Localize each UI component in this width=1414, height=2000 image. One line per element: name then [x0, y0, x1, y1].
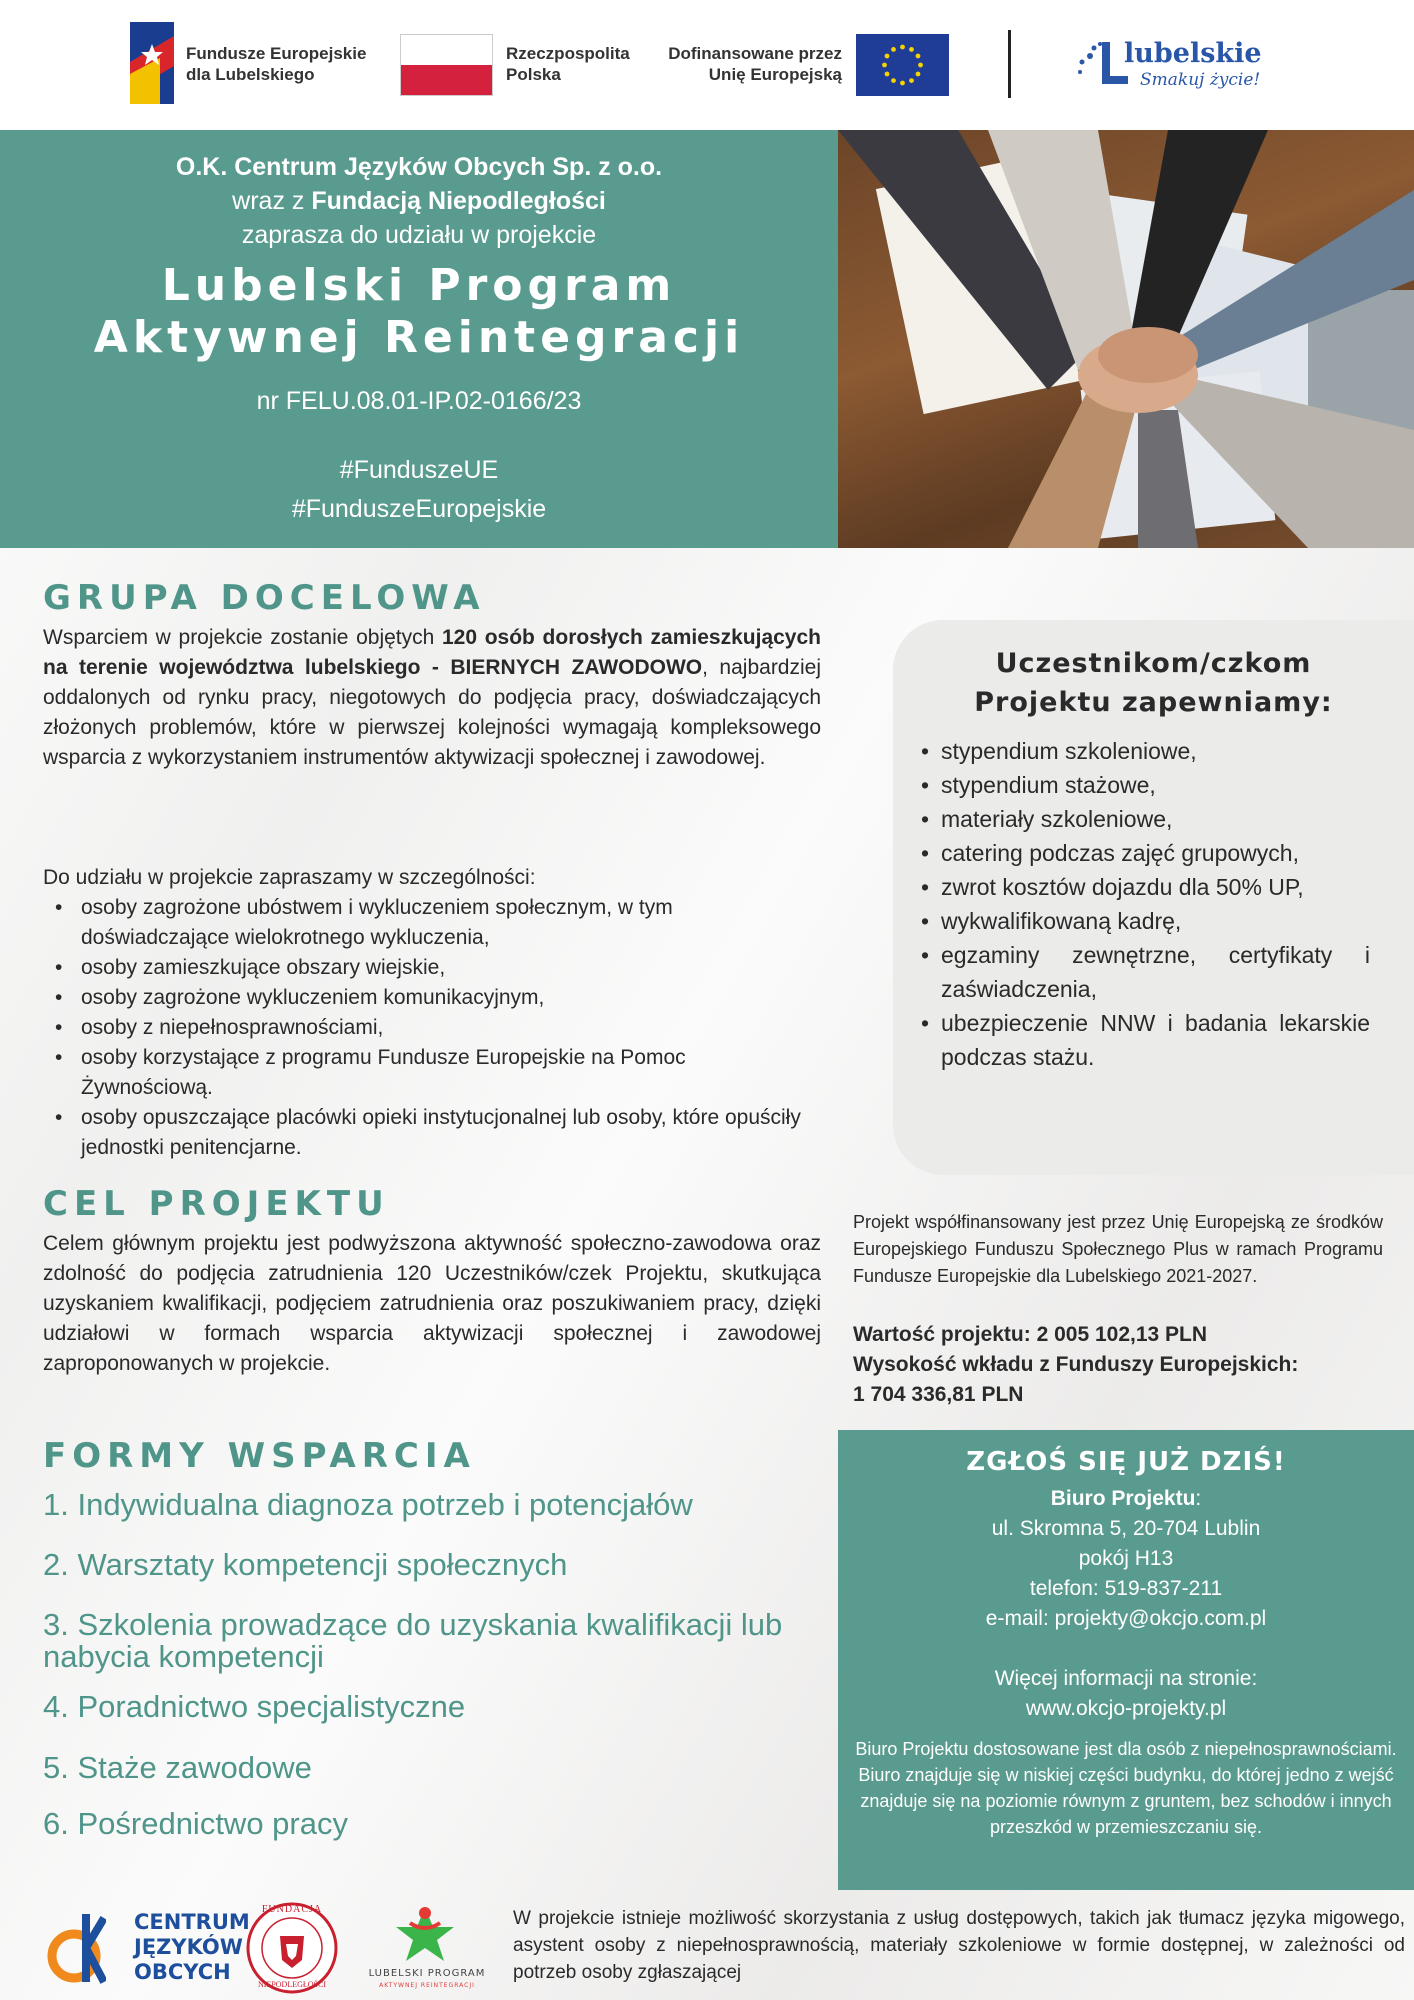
header-partner: [0, 184, 838, 218]
form-item-1: 1. Indywidualna diagnoza potrzeb i potencjałów: [43, 1487, 693, 1522]
eu-logo-line2: Unię Europejską: [708, 65, 842, 84]
lubelskie-logo-slogan: Smakuj życie!: [1140, 70, 1261, 90]
header-banner: [0, 130, 838, 548]
header-project-number: nr FELU.08.01-IP.02-0166/23: [256, 387, 582, 415]
list-item: • materiały szkoleniowe,: [893, 802, 1414, 836]
goal-text: Celem głównym projektu jest podwyższona aktywność społeczno-zawodowa oraz zdolność do podjęcia zatrudnienia 120 Uczestników/czek Projektu, skutkująca uzyskaniem kwalifikacji, podjęciem zatrudnienia oraz poszukiwaniem pracy, dzięki udziałowi w formach wsparcia aktywizacji społecznej i zawodowej zaproponowanych w projekcie.: [43, 1232, 821, 1375]
lubelskie-logo-icon: [1072, 36, 1132, 92]
more-info-label: Więcej informacji na stronie:: [994, 1667, 1258, 1690]
list-item: • osoby opuszczające placówki opieki instytucjonalnej lub osoby, które opuściły jednostki penitencjarne.: [43, 1103, 821, 1163]
list-item: • osoby korzystające z programu Fundusze Europejskie na Pomoc Żywnościową.: [43, 1043, 821, 1103]
header-title-line2: Aktywnej Reintegracji: [93, 312, 745, 363]
office-label: [838, 1484, 1414, 1514]
fe-logo-line1: Fundusze Europejskie: [186, 44, 367, 63]
list-item: • osoby zagrożone ubóstwem i wykluczeniem społecznym, w tym doświadczające wielokrotnego wykluczenia,: [43, 893, 821, 953]
program-logo-icon: [390, 1903, 460, 1965]
office-email[interactable]: e-mail: projekty@okcjo.com.pl: [985, 1607, 1267, 1630]
logo-bar: [0, 0, 1414, 130]
foundation-logo-icon: [244, 1900, 340, 1996]
forms-heading: FORMY WSPARCIA: [43, 1436, 476, 1476]
list-item: • osoby z niepełnosprawnościami,: [43, 1013, 821, 1043]
eu-logo-line1: Dofinansowane przez: [668, 44, 842, 63]
contact-panel: [838, 1430, 1414, 1890]
list-item: • stypendium stażowe,: [893, 768, 1414, 802]
target-group-text-a: Wsparciem w projekcie zostanie objętych: [43, 626, 435, 649]
cjo-logo-line1: CENTRUM: [134, 1910, 250, 1934]
form-item-3: 3. Szkolenia prowadzące do uzyskania kwalifikacji lub nabycia kompetencji: [43, 1607, 783, 1674]
cjo-logo-icon: [46, 1904, 106, 1984]
form-item-4: 4. Poradnictwo specjalistyczne: [43, 1689, 466, 1724]
foundation-logo-top: FUNDACJA: [261, 1904, 323, 1915]
cta-heading: ZGŁOŚ SIĘ JUŻ DZIŚ!: [966, 1447, 1286, 1477]
fe-logo-line2: dla Lubelskiego: [186, 65, 315, 84]
form-item-6: 6. Pośrednictwo pracy: [43, 1806, 348, 1841]
form-item-5: 5. Staże zawodowe: [43, 1750, 312, 1785]
header-partner-name: Fundacją Niepodległości: [311, 187, 606, 215]
target-group-list: [43, 893, 821, 1163]
list-item: • zwrot kosztów dojazdu dla 50% UP,: [893, 870, 1414, 904]
accessibility-note: Biuro Projektu dostosowane jest dla osób z niepełnosprawnościami. Biuro znajduje się w niskiej części budynku, do której jedno z wejść znajduje się na poziomie równym z gruntem, bez schodów i innych przeszkód w przemieszczaniu się.: [855, 1739, 1397, 1837]
accessibility-services-note: W projekcie istnieje możliwość skorzystania z usług dostępowych, takich jak tłumacz języka migowego, asystent osoby z niepełnosprawnością, materiały szkoleniowe w formie dostępnej, w zależności od potrzeb osoby zgłaszającej: [513, 1908, 1405, 1983]
benefits-title-2: Projektu zapewniamy:: [974, 687, 1333, 718]
foundation-logo-bottom: NIEPODLEGŁOŚCI: [258, 1980, 326, 1989]
logo-divider: [1008, 30, 1011, 98]
goal-heading: CEL PROJEKTU: [43, 1184, 390, 1224]
list-item: • wykwalifikowaną kadrę,: [893, 904, 1414, 938]
list-item: • ubezpieczenie NNW i badania lekarskie podczas stażu.: [893, 1006, 1414, 1074]
website-link[interactable]: www.okcjo-projekty.pl: [1025, 1697, 1227, 1720]
eu-contribution-label: Wysokość wkładu z Funduszy Europejskich:: [853, 1353, 1299, 1376]
cjo-logo-line2: JĘZYKÓW: [134, 1935, 243, 1959]
cjo-logo-line3: OBCYCH: [134, 1960, 231, 1984]
benefits-list: [893, 734, 1414, 1074]
project-value: Wartość projektu: 2 005 102,13 PLN: [853, 1323, 1208, 1346]
office-address: ul. Skromna 5, 20-704 Lublin: [991, 1517, 1261, 1540]
header-title-line1: Lubelski Program: [161, 260, 677, 311]
program-logo-line2: AKTYWNEJ REINTEGRACJI: [379, 1982, 475, 1989]
office-label-colon: :: [1195, 1487, 1202, 1510]
list-item: • osoby zamieszkujące obszary wiejskie,: [43, 953, 821, 983]
rp-logo-line1: Rzeczpospolita: [506, 44, 630, 63]
target-group-text-c: , najbardziej oddalonych od rynku pracy, niegotowych do podjęcia pracy, doświadczających złożonych problemów, które w pierwszej kolejności wymagają kompleksowego wsparcia z wykorzystaniem instrumentów aktywizacji społecznej i zawodowej.: [43, 656, 821, 769]
eu-flag-icon: [856, 34, 949, 96]
hands-together-photo: [838, 130, 1414, 548]
list-item: • catering podczas zajęć grupowych,: [893, 836, 1414, 870]
list-item: • stypendium szkoleniowe,: [893, 734, 1414, 768]
cjo-logo-text: [134, 1910, 250, 1985]
header-organization: O.K. Centrum Języków Obcych Sp. z o.o.: [175, 153, 663, 181]
office-label-text: Biuro Projektu: [1050, 1487, 1196, 1510]
fe-logo-icon: [130, 22, 174, 104]
lubelskie-logo-name: lubelskie: [1124, 38, 1262, 69]
header-invite: zaprasza do udziału w projekcie: [241, 221, 597, 249]
header-partner-prefix: wraz z: [232, 187, 305, 215]
list-item: • egzaminy zewnętrzne, certyfikaty i zaświadczenia,: [893, 938, 1414, 1006]
form-item-2: 2. Warsztaty kompetencji społecznych: [43, 1547, 568, 1582]
target-group-intro: Do udziału w projekcie zapraszamy w szczególności:: [43, 866, 536, 889]
benefits-card: [893, 620, 1414, 1175]
cofinance-text: Projekt współfinansowany jest przez Unię Europejską ze środków Europejskiego Funduszu Społecznego Plus w ramach Programu Fundusze Europejskie dla Lubelskiego 2021-2027.: [853, 1212, 1383, 1286]
office-room: pokój H13: [1078, 1547, 1174, 1570]
program-logo-line1: LUBELSKI PROGRAM: [368, 1968, 486, 1979]
header-hashtag-2: #FunduszeEuropejskie: [291, 495, 547, 523]
rp-logo-line2: Polska: [506, 65, 561, 84]
target-group-text-bold: 120 osób dorosłych zamieszkujących na terenie województwa lubelskiego - BIERNYCH ZAWODOWO: [43, 626, 821, 679]
benefits-title-1: Uczestnikom/czkom: [995, 648, 1312, 679]
office-phone[interactable]: telefon: 519-837-211: [1029, 1577, 1223, 1600]
poland-flag-icon: [400, 34, 493, 96]
target-group-heading: GRUPA DOCELOWA: [43, 578, 486, 618]
header-hashtag-1: #FunduszeUE: [339, 456, 499, 484]
list-item: • osoby zagrożone wykluczeniem komunikacyjnym,: [43, 983, 821, 1013]
eu-contribution-value: 1 704 336,81 PLN: [853, 1383, 1024, 1406]
target-group-text: [43, 623, 821, 773]
